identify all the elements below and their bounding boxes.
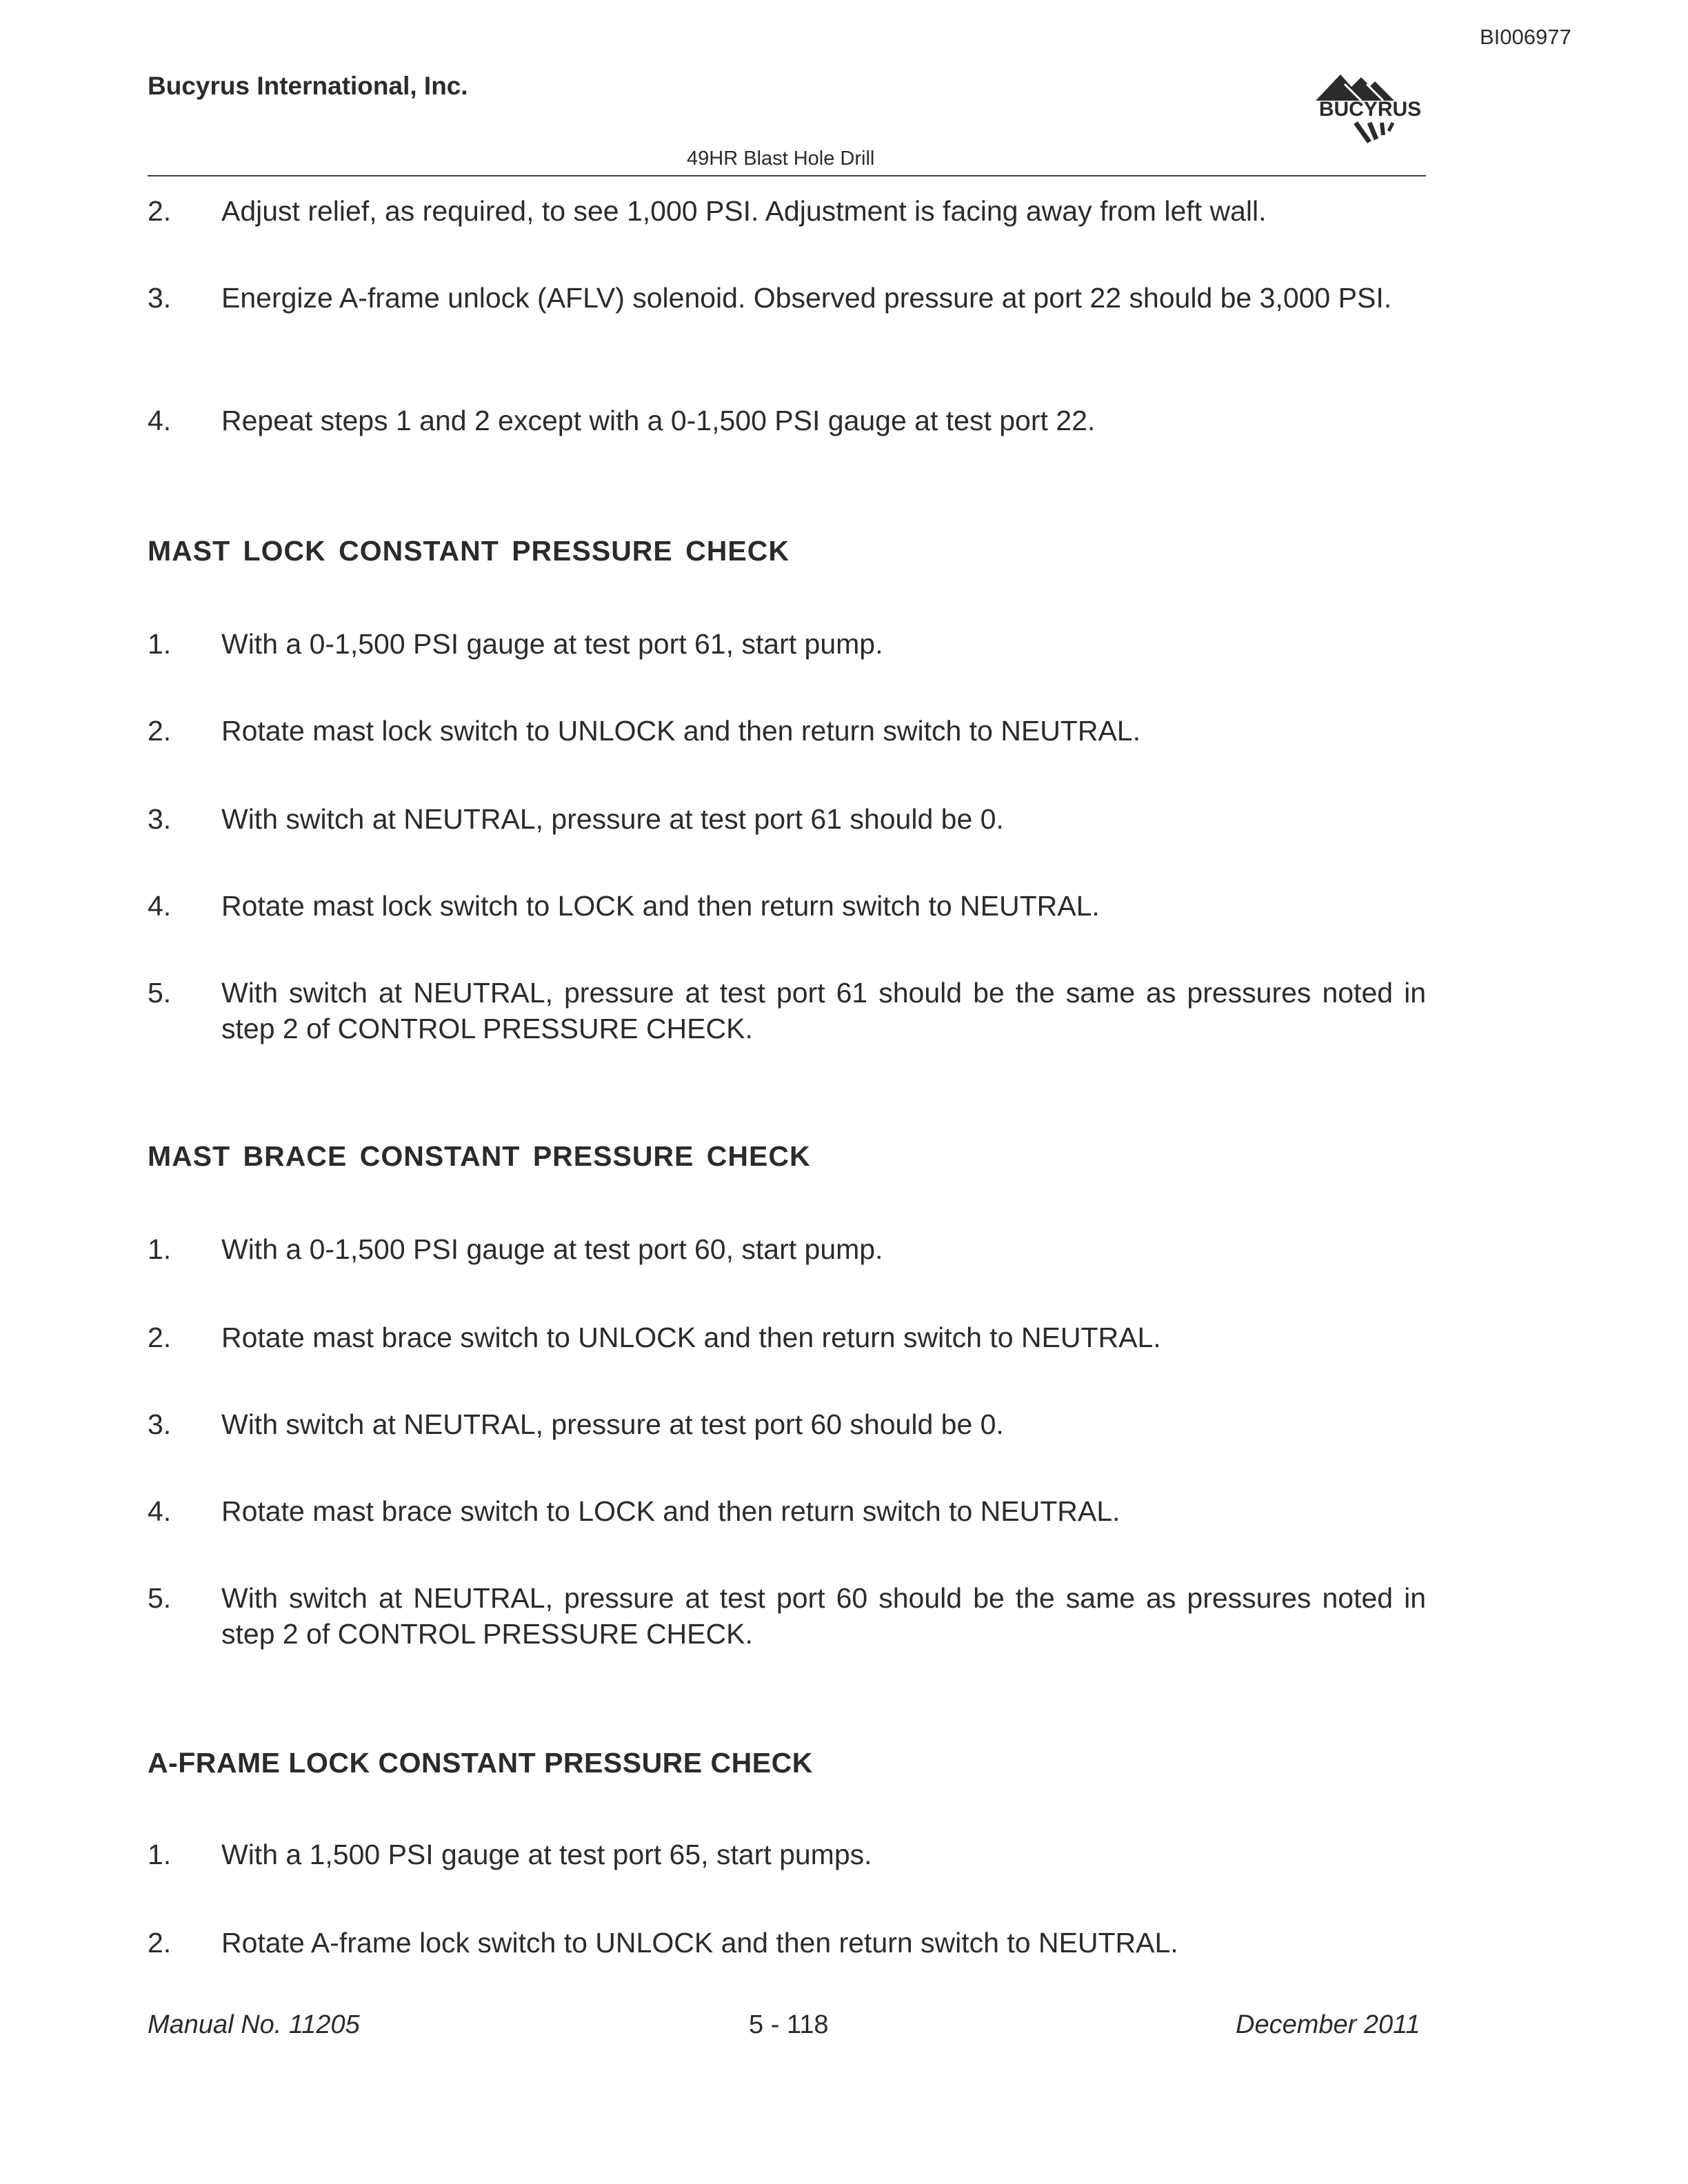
step-text: Rotate mast brace switch to LOCK and then return switch to NEUTRAL.	[221, 1495, 1121, 1527]
step-number: 5.	[148, 1582, 172, 1614]
list-item	[148, 1320, 1426, 1355]
step-text: Rotate mast lock switch to LOCK and then return switch to NEUTRAL.	[221, 890, 1100, 922]
step-number: 4.	[148, 890, 172, 922]
step-number: 2.	[148, 195, 172, 227]
section-heading-a-frame-lock: A-FRAME LOCK CONSTANT PRESSURE CHECK	[148, 1747, 813, 1779]
list-item	[148, 626, 1426, 662]
list-item	[148, 975, 1426, 1046]
step-number: 4.	[148, 405, 172, 436]
step-text: Energize A-frame unlock (AFLV) solenoid. Observed pressure at port 22 should be 3,000 PSI.	[221, 282, 1392, 314]
list-item	[148, 403, 1426, 438]
step-text: With a 1,500 PSI gauge at test port 65, start pumps.	[221, 1839, 872, 1870]
section-heading-mast-lock: MAST LOCK CONSTANT PRESSURE CHECK	[148, 535, 790, 567]
step-text: Adjust relief, as required, to see 1,000 PSI. Adjustment is facing away from left wall.	[221, 195, 1267, 227]
list-item	[148, 1837, 1426, 1872]
list-item	[148, 1925, 1426, 1961]
footer-manual-number: Manual No. 11205	[148, 2010, 360, 2039]
step-number: 1.	[148, 628, 172, 660]
step-number: 3.	[148, 803, 172, 835]
list-item	[148, 280, 1426, 316]
logo-text: BUCYRUS	[1318, 98, 1422, 121]
step-number: 1.	[148, 1233, 172, 1265]
step-text: With switch at NEUTRAL, pressure at test port 61 should be the same as pressures noted in step 2 of CONTROL PRESSURE CHECK.	[221, 977, 1426, 1044]
company-name: Bucyrus International, Inc.	[148, 72, 468, 100]
document-id: BI006977	[1480, 25, 1571, 49]
list-item	[148, 1231, 1426, 1267]
step-text: Rotate mast lock switch to UNLOCK and then return switch to NEUTRAL.	[221, 715, 1141, 747]
header-rule	[148, 175, 1426, 176]
footer-page-number: 5 - 118	[749, 2010, 829, 2039]
step-text: Rotate mast brace switch to UNLOCK and then return switch to NEUTRAL.	[221, 1322, 1161, 1353]
list-item	[148, 1580, 1426, 1652]
step-number: 2.	[148, 1322, 172, 1353]
step-number: 1.	[148, 1839, 172, 1870]
list-item	[148, 193, 1426, 229]
step-number: 3.	[148, 1408, 172, 1440]
step-number: 5.	[148, 977, 172, 1009]
bucyrus-logo	[1303, 69, 1434, 150]
step-number: 4.	[148, 1495, 172, 1527]
step-number: 2.	[148, 715, 172, 747]
step-text: With switch at NEUTRAL, pressure at test port 60 should be the same as pressures noted in step 2 of CONTROL PRESSURE CHECK.	[221, 1582, 1426, 1650]
step-number: 2.	[148, 1927, 172, 1959]
step-text: With a 0-1,500 PSI gauge at test port 60, start pump.	[221, 1233, 883, 1265]
step-text: With switch at NEUTRAL, pressure at test port 61 should be 0.	[221, 803, 1004, 835]
step-text: With switch at NEUTRAL, pressure at test port 60 should be 0.	[221, 1408, 1004, 1440]
step-number: 3.	[148, 282, 172, 314]
list-item	[148, 801, 1426, 837]
list-item	[148, 1406, 1426, 1442]
list-item	[148, 713, 1426, 749]
step-text: With a 0-1,500 PSI gauge at test port 61, start pump.	[221, 628, 883, 660]
document-subtitle: 49HR Blast Hole Drill	[687, 148, 875, 170]
list-item	[148, 1493, 1426, 1529]
section-heading-mast-brace: MAST BRACE CONSTANT PRESSURE CHECK	[148, 1140, 811, 1172]
footer-date: December 2011	[1236, 2010, 1420, 2039]
list-item	[148, 888, 1426, 924]
step-text: Repeat steps 1 and 2 except with a 0-1,500 PSI gauge at test port 22.	[221, 405, 1096, 436]
step-text: Rotate A-frame lock switch to UNLOCK and then return switch to NEUTRAL.	[221, 1927, 1178, 1959]
